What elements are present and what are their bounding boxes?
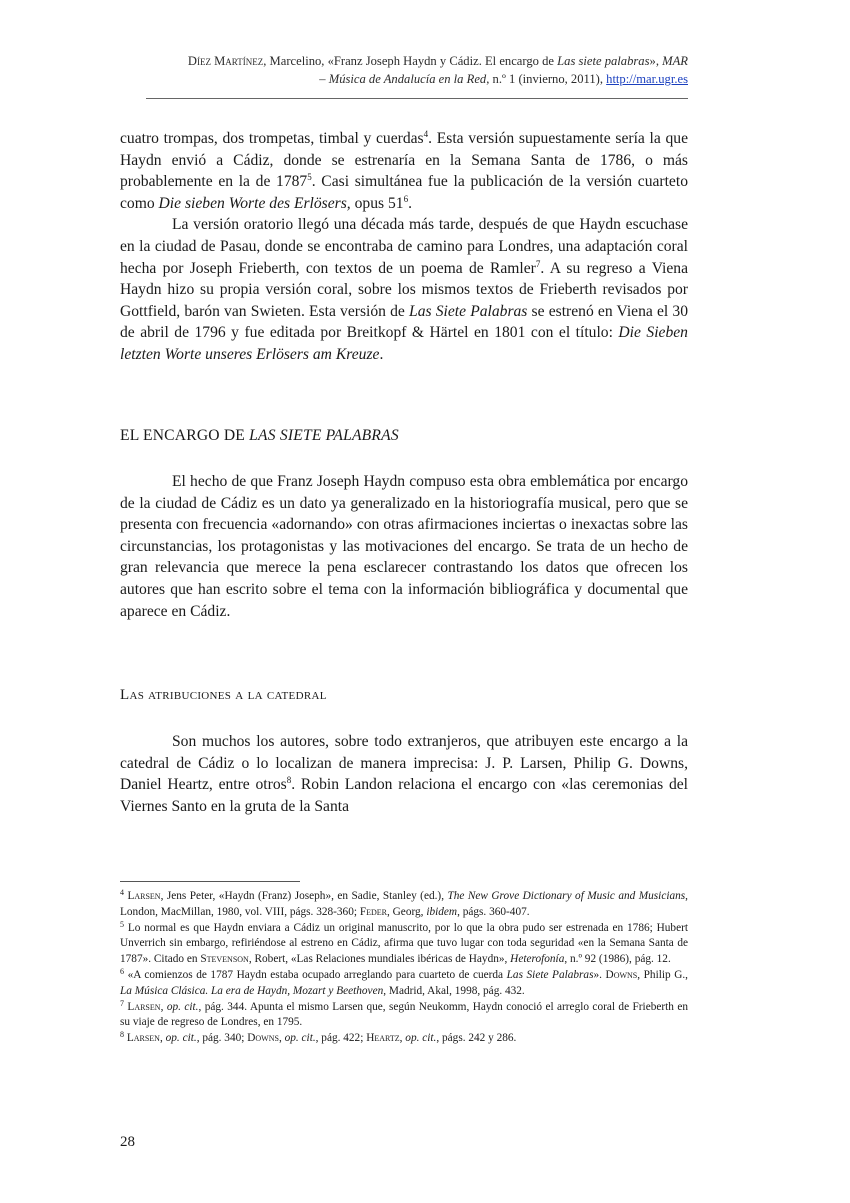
header-journal-name: Música de Andalucía en la Red	[328, 72, 487, 86]
text: .	[379, 345, 384, 363]
footnote-number: 7	[120, 998, 124, 1008]
text: «A comienzos de 1787 Haydn estaba ocupado arreglando para cuarteto de cuerda	[127, 968, 507, 981]
text: , pág. 422;	[315, 1032, 367, 1045]
italic-text: op. cit.	[405, 1032, 437, 1045]
author-name: Downs	[247, 1032, 279, 1045]
italic-text: op. cit.	[284, 1032, 316, 1045]
book-title: La Música Clásica. La era de Haydn, Mozart y Beethoven	[120, 984, 384, 997]
header-text: , Marcelino, «Franz Joseph Haydn y Cádiz. El encargo de	[263, 54, 558, 68]
text: , Georg,	[387, 905, 427, 918]
footnote-ref-8[interactable]: 8	[286, 775, 292, 786]
text: ,	[399, 1032, 406, 1045]
text: ,	[159, 1032, 166, 1045]
text: .	[408, 194, 412, 212]
text: , n.º 92 (1986), pág. 12.	[564, 953, 671, 966]
text: ».	[593, 968, 606, 981]
text: . Esta versión supuestamente sería la que Haydn envió a Cádiz, donde se estrenaría en la Semana Santa de 1786, o más probablemente en la de 1787	[120, 130, 688, 191]
footnote-7	[120, 1000, 688, 1032]
text: La versión oratorio llegó una década más tarde, después de que Haydn escuchase en la ciudad de Pasau, donde se encontraba de camino para Londres, una adaptación coral hecha por Joseph Frieberth, con textos de un poema de Ramler	[120, 216, 688, 277]
section-heading	[120, 427, 399, 445]
text: , Madrid, Akal, 1998, pág. 432.	[383, 984, 525, 997]
header-line-2	[120, 70, 688, 88]
work-title: Las Siete Palabras	[409, 302, 528, 320]
text: Lo normal es que Haydn enviara a Cádiz un original manuscrito, por lo que la obra pudo ser estrenada en 1786; Hubert Unverrich sin embargo, refiriéndose al estreno en Cádiz, afirma que tuvo lugar con toda seguridad «en la Semana Santa de 1787». Citado en	[120, 921, 688, 966]
header-issue: , n.º 1 (invierno, 2011),	[486, 72, 607, 86]
header-author: Díez Martínez	[187, 54, 264, 68]
italic-text: ibidem	[426, 905, 458, 918]
journal-url-link[interactable]: http://mar.ugr.es	[606, 72, 688, 86]
italic-text: op. cit.	[166, 1000, 199, 1013]
text: opus 51	[350, 194, 404, 212]
text: . Casi simultánea fue la publicación de la versión cuarteto como	[120, 173, 688, 212]
author-name: Larsen	[127, 1000, 161, 1013]
work-title: Die Sieben letzten Worte unseres Erlösers am Kreuze	[120, 324, 688, 363]
text: , págs. 242 y 286.	[436, 1032, 517, 1045]
footnote-number: 8	[120, 1030, 124, 1040]
body-block-3	[120, 731, 688, 817]
heading-text: EL ENCARGO DE	[120, 427, 250, 444]
header-text: »,	[649, 54, 663, 68]
text: , Robert, «Las Relaciones mundiales ibéricas de Haydn»,	[248, 953, 511, 966]
text: Son muchos los autores, sobre todo extranjeros, que atribuyen este encargo a la catedral de Cádiz o lo localizan de manera imprecisa: J. P. Larsen, Philip G. Downs, Daniel Heartz, entre otros	[120, 733, 688, 794]
footnote-rule	[120, 881, 300, 882]
subsection-heading: Las atribuciones a la catedral	[120, 687, 327, 703]
text: , pág. 340;	[196, 1032, 248, 1045]
footnote-5	[120, 921, 688, 968]
text: , pág. 344. Apunta el mismo Larsen que, según Neukomm, Haydn conoció el arreglo coral de Frieberth en su viaje de regreso de Londres, en 1795.	[120, 1000, 689, 1029]
italic-text: op. cit.	[165, 1032, 197, 1045]
footnote-ref-4[interactable]: 4	[423, 129, 429, 139]
footnote-number: 4	[120, 888, 124, 897]
paragraph-4	[120, 731, 688, 817]
book-title: The New Grove Dictionary of Music and Musicians	[447, 890, 686, 902]
footnote-6	[120, 968, 688, 1000]
text: se estrenó en Viena el 30 de abril de 1796 y fue editada por Breitkopf & Härtel en 1801 con el título:	[120, 302, 688, 342]
heading-italic-text: LAS SIETE PALABRAS	[249, 427, 399, 444]
work-title: Die sieben Worte des Erlösers,	[158, 194, 351, 212]
paragraph-3: El hecho de que Franz Joseph Haydn compuso esta obra emblemática por encargo de la ciudad de Cádiz es un dato ya generalizado en la historiografía musical, pero que se presenta con frecuencia «adornando» con otras afirmaciones inciertas o inexactas sobre las circunstancias, los protagonistas y las motivaciones del encargo. Se trata de un hecho de gran relevancia que merece la pena esclarecer contrastando los datos que ofrecen los autores que han escrito sobre el tema con la información bibliográfica y documental que aparece en Cádiz.	[120, 473, 688, 620]
footnotes	[120, 889, 688, 1047]
header-rule	[146, 98, 688, 99]
author-name: Downs	[605, 968, 638, 981]
work-title: Las Siete Palabras	[506, 968, 594, 981]
journal-title: Heterofonía	[510, 953, 565, 966]
running-header	[120, 52, 688, 88]
text: , Jens Peter, «Haydn (Franz) Joseph», en Sadie, Stanley (ed.),	[160, 890, 448, 902]
footnote-ref-5[interactable]: 5	[307, 172, 312, 183]
footnote-4	[120, 889, 688, 921]
text: . A su regreso a Viena Haydn hizo su propia versión coral, sobre los mismos textos de Frieberth revisados por Gottfield, barón van Swieten. Esta versión de	[120, 259, 688, 320]
header-journal-abbr: MAR	[662, 54, 688, 68]
footnote-ref-6[interactable]: 6	[403, 193, 409, 204]
header-article-title: Las siete palabras	[557, 54, 650, 68]
author-name: Feder	[359, 905, 387, 918]
author-name: Larsen	[126, 1032, 160, 1045]
text: ,	[278, 1032, 285, 1045]
author-name: Larsen	[127, 890, 161, 902]
text: , London, MacMillan, 1980, vol. VIII, págs. 328-360;	[120, 890, 688, 918]
header-text: –	[319, 72, 329, 86]
footnote-number: 5	[120, 919, 124, 929]
header-line-1	[120, 52, 688, 70]
paragraph-1	[120, 128, 688, 214]
text: , Philip G.,	[637, 968, 689, 981]
text: cuatro trompas, dos trompetas, timbal y cuerdas	[120, 130, 424, 147]
body-block-2	[120, 471, 688, 622]
text: . Robin Landon relaciona el encargo con «las ceremonias del Viernes Santo en la gruta de la Santa	[120, 776, 688, 815]
body-block-1	[120, 128, 688, 366]
author-name: Heartz	[366, 1032, 400, 1045]
footnote-number: 6	[120, 966, 124, 976]
text: , págs. 360-407.	[457, 905, 530, 918]
paragraph-2	[120, 214, 688, 365]
footnote-8	[120, 1031, 688, 1047]
text: ,	[160, 1000, 167, 1013]
footnote-ref-7[interactable]: 7	[535, 258, 541, 269]
author-name: Stevenson	[200, 953, 249, 966]
page-number: 28	[120, 1134, 135, 1150]
